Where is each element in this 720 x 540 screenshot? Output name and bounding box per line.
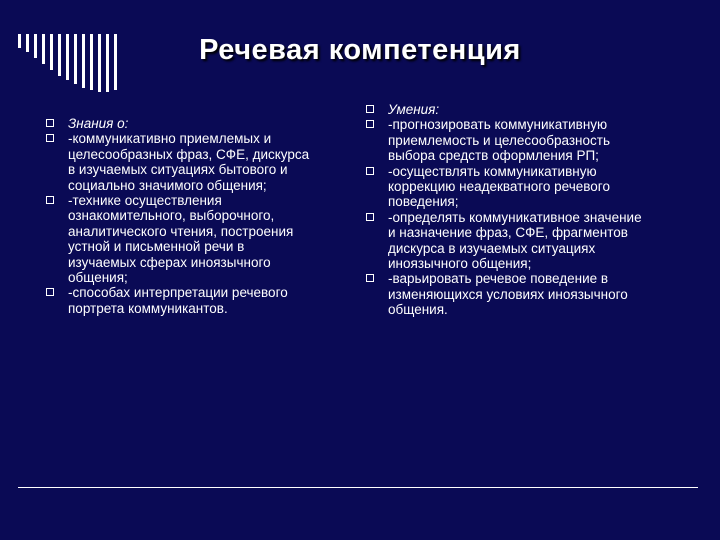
square-bullet-icon: [46, 119, 54, 127]
square-bullet-icon: [366, 105, 374, 113]
skills-item: [366, 164, 646, 210]
skills-item-text: -определять коммуникативное значение и назначение фраз, СФЕ, фрагментов дискурса в изучаемых ситуациях иноязычного общения;: [388, 209, 642, 272]
skills-item-text: -варьировать речевое поведение в изменяющихся условиях иноязычного общения.: [388, 271, 628, 318]
knowledge-item: [46, 131, 316, 193]
knowledge-item-text: -коммуникативно приемлемых и целесообразных фраз, СФЕ, дискурса в изучаемых ситуациях бытового и социально значимого общения;: [68, 131, 310, 193]
square-bullet-icon: [366, 120, 374, 128]
skills-item: [366, 117, 646, 163]
knowledge-item-text: -способах интерпретации речевого портрета коммуникантов.: [68, 285, 288, 316]
skills-heading: [366, 102, 646, 117]
knowledge-heading-text: Знания о:: [68, 116, 129, 131]
skills-item: [366, 210, 646, 272]
square-bullet-icon: [366, 167, 374, 175]
skills-item-text: -осуществлять коммуникативную коррекцию неадекватного речевого поведения;: [388, 163, 610, 210]
square-bullet-icon: [366, 274, 374, 282]
skills-heading-text: Умения:: [388, 102, 440, 117]
footer-divider: [18, 487, 698, 488]
knowledge-item-text: -технике осуществления ознакомительного, выборочного, аналитического чтения, построения устной и письменной речи в изучаемых сферах иноязычного общения;: [68, 193, 294, 286]
knowledge-item: [46, 285, 316, 316]
knowledge-item: [46, 193, 316, 285]
knowledge-column: [46, 116, 316, 316]
square-bullet-icon: [46, 134, 54, 142]
skills-column: [366, 102, 646, 318]
slide-title: Речевая компетенция: [199, 34, 521, 66]
skills-item: [366, 271, 646, 317]
square-bullet-icon: [366, 213, 374, 221]
knowledge-heading: [46, 116, 316, 131]
square-bullet-icon: [46, 288, 54, 296]
skills-item-text: -прогнозировать коммуникативную приемлемость и целесообразность выбора средств оформления РП;: [388, 117, 610, 164]
square-bullet-icon: [46, 196, 54, 204]
